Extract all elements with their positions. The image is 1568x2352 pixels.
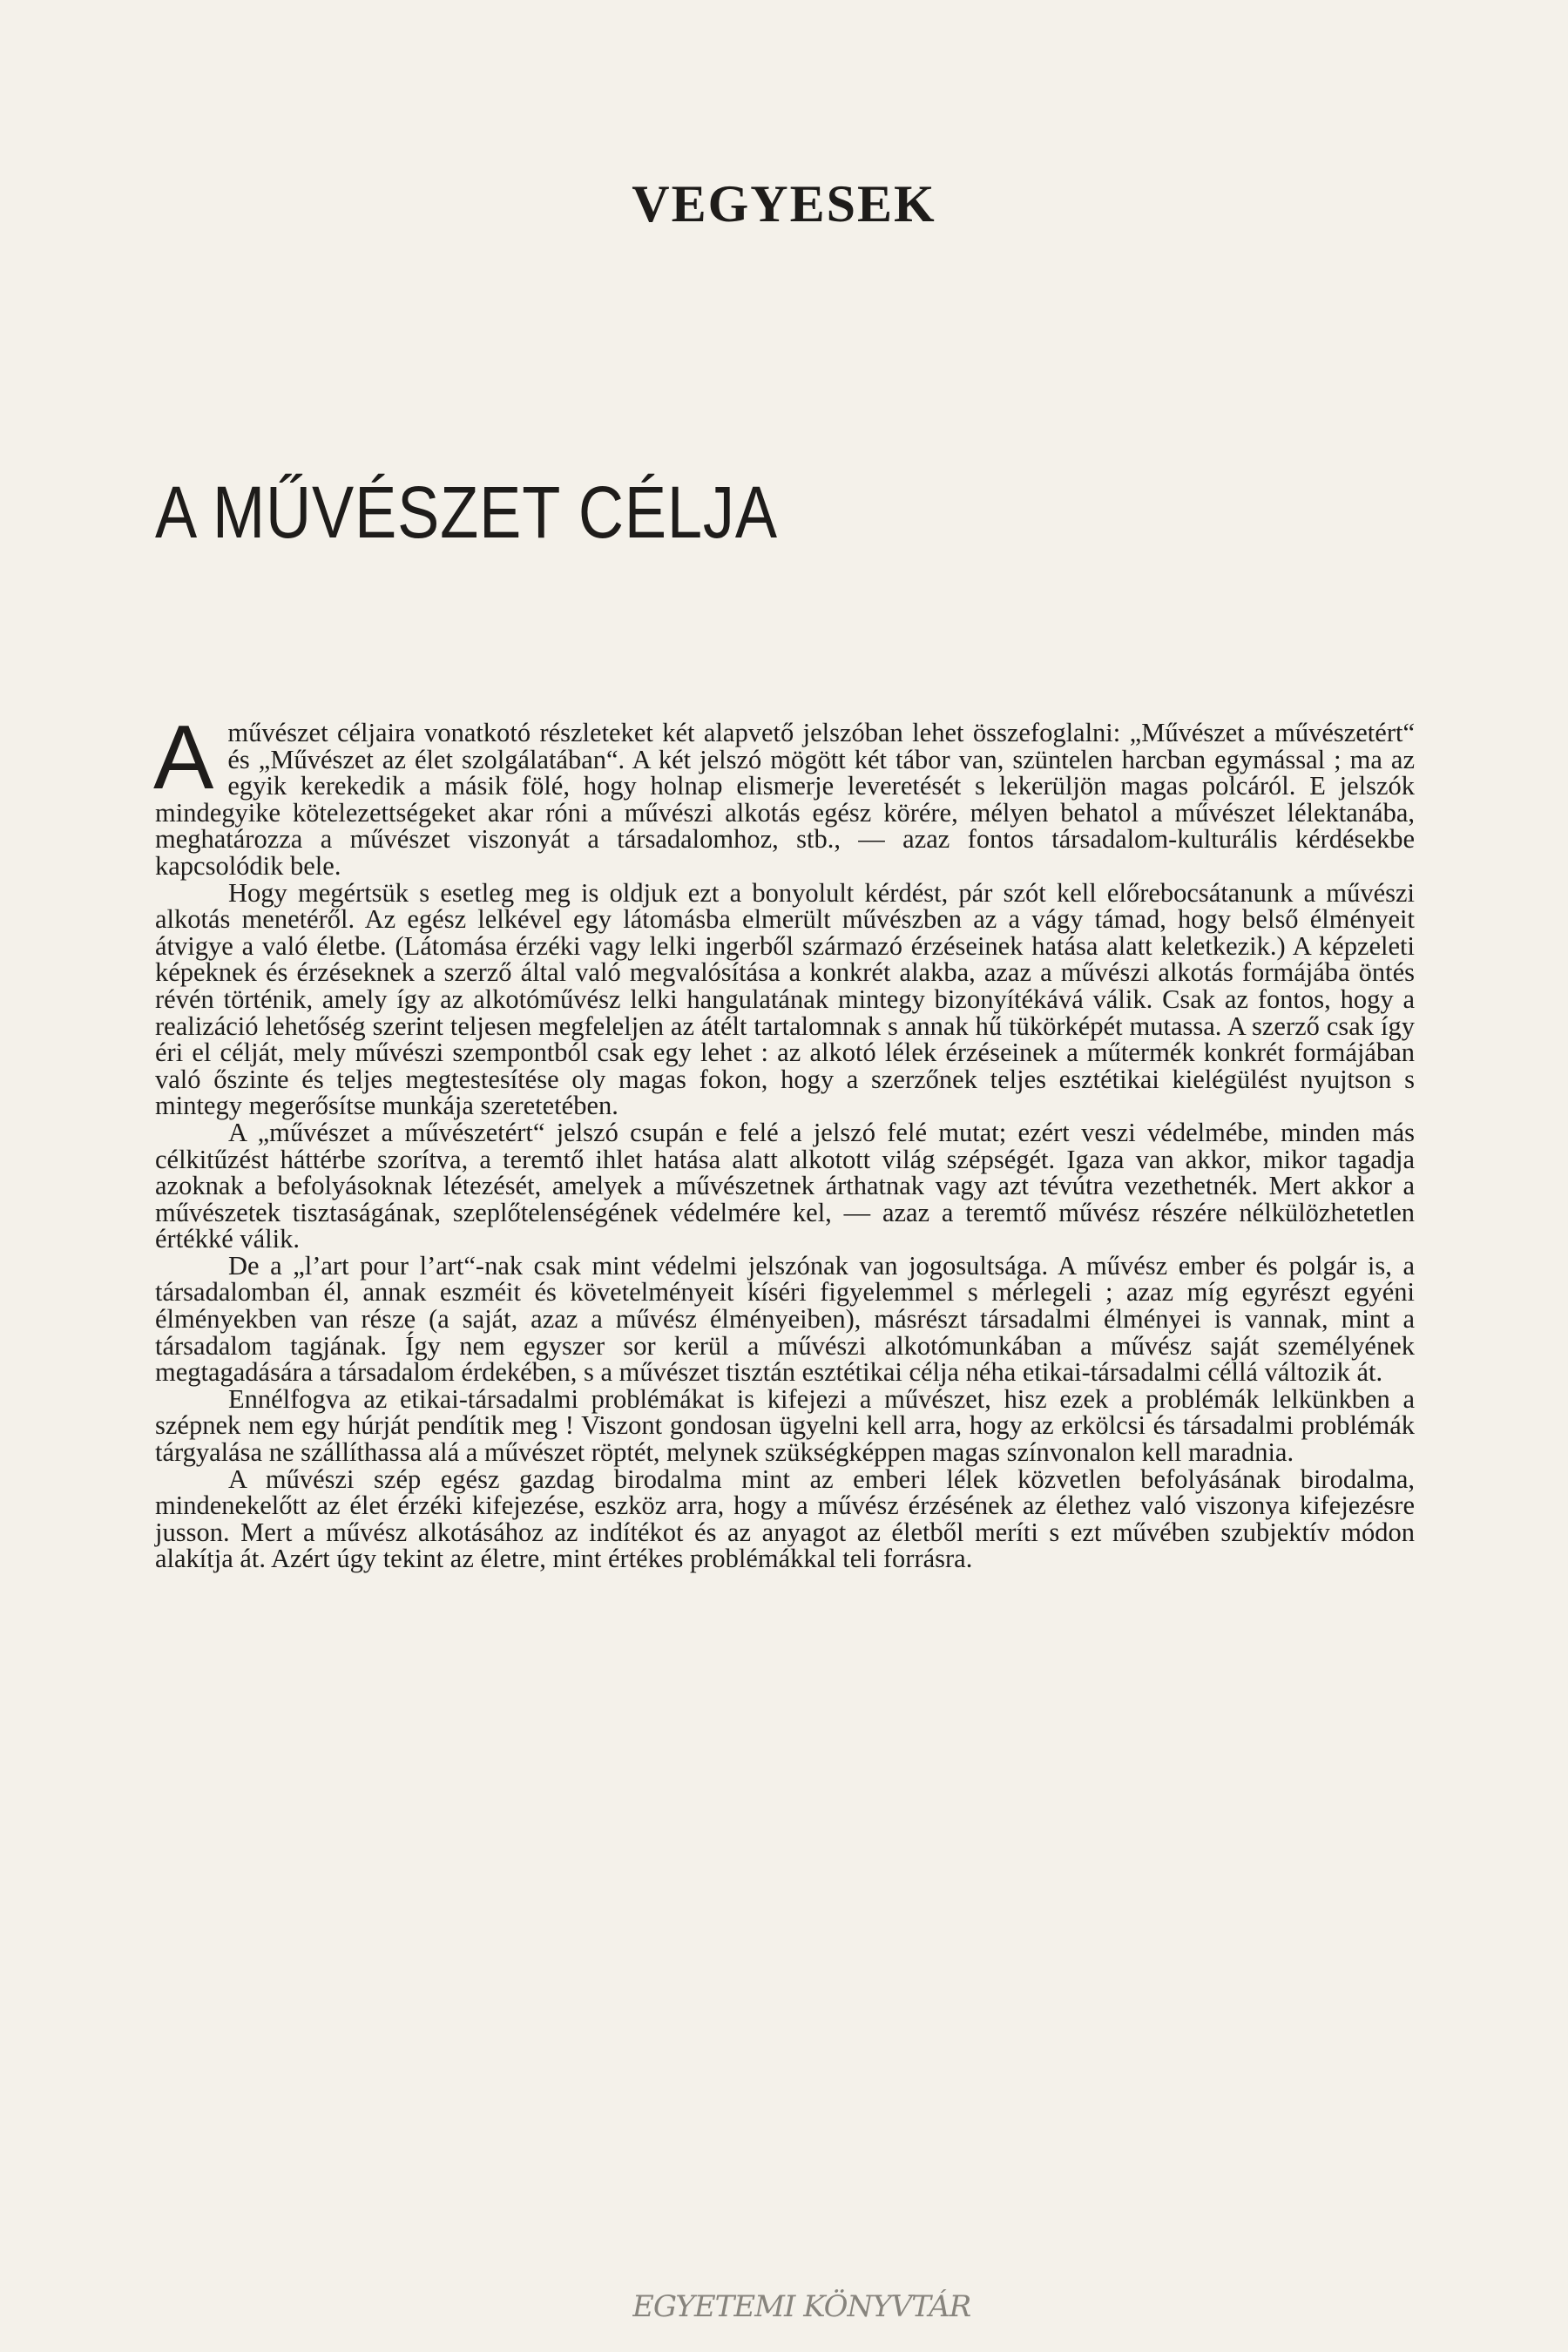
- section-title: VEGYESEK: [632, 175, 936, 233]
- paragraph-2: Hogy megértsük s esetleg meg is oldjuk ezt a bonyolult kérdést, pár szót kell előrebocsátanunk a művészi alkotás menetéről. Az egész lelkével egy látomásba elmerült művészben az a vágy támad, hogy belső élményeit átvigye a való életbe. (Látomása érzéki vagy lelki ingerből származó érzéseinek hatása alatt keletkezik.) A képzeleti képeknek és érzéseknek a szerző által való megvalósítása a konkrét alakba, azaz a művészi alkotás formájába öntés révén történik, amely így az alkotóművész lelki hangulatának mintegy bizonyítékává válik. Csak az fontos, hogy a realizáció lehetőség szerint teljesen megfeleljen az átélt tartalomnak s annak hű tükörképét mutassa. A szerző csak így éri el célját, mely művészi szempontból csak egy lehet : az alkotó lélek érzéseinek a műtermék konkrét formájában való őszinte és teljes megtestesítése oly magas fokon, hogy a szerzőnek teljes esztétikai kielégülést nyujtson s mintegy megerősítse munkája szeretetében.: [155, 877, 1415, 1121]
- paragraph-1: [153, 707, 1415, 881]
- library-stamp: EGYETEMI KÖNYVTÁR: [632, 2289, 971, 2324]
- article-title: A MŰVÉSZET CÉLJA: [155, 471, 778, 553]
- article-body: [153, 707, 1415, 1574]
- paragraph-4: De a „l’art pour l’art“-nak csak mint védelmi jelszónak van jogosultsága. A művész ember és polgár is, a társadalomban él, annak eszméit és követelményeit kíséri figyelemmel s mérlegeli ; azaz míg egyrészt egyéni élményekben van része (a saját, azaz a művész élményeiben), másrészt társadalmi élményei is vannak, mint a társadalom tagjának. Így nem egyszer sor kerül a művészi alkotómunkában a művész saját személyének megtagadására a társadalom érdekében, s a művészet tisztán esztétikai célja néha etikai-társadalmi céllá változik át.: [155, 1250, 1415, 1388]
- paragraph-text: művészet céljaira vonatkotó részleteket két alapvető jelszóban lehet összefoglalni: „Művészet a művészetért“ és „Művészet az élet szolgálatában“. A két jelszó mögött két tábor van, szüntelen harcban egymással ; ma az egyik kerekedik a másik fölé, hogy holnap elismerje leveretését s lekerüljön magas polcáról. E jelszók mindegyike kötelezettségeket akar róni a művészi alkotás egész körére, mélyen behatol a művészet lélektanába, meghatározza a művészet viszonyát a társadalomhoz, stb., — azaz fontos társadalom-kulturális kérdésekbe kapcsolódik bele.: [155, 718, 1415, 881]
- paragraph-6: A művészi szép egész gazdag birodalma mint az emberi lélek közvetlen befolyásának birodalma, mindenekelőtt az élet érzéki kifejezése, eszköz arra, hogy a művész érzésének az élethez való viszonya kifejezésre jusson. Mert a művész alkotásához az indítékot és az anyagot az életből meríti s ezt művében szubjektív módon alakítja át. Azért úgy tekint az életre, mint értékes problémákkal teli forrásra.: [155, 1463, 1415, 1574]
- paragraph-5: Ennélfogva az etikai-társadalmi problémákat is kifejezi a művészet, hisz ezek a problémák lelkünkben a szépnek nem egy húrját pendítik meg ! Viszont gondosan ügyelni kell arra, hogy az erkölcsi és társadalmi problémák tárgyalása ne szállíthassa alá a művészet röptét, melynek szükségképpen magas színvonalon kell maradnia.: [155, 1383, 1415, 1468]
- drop-cap: A: [153, 707, 214, 808]
- paragraph-3: A „művészet a művészetért“ jelszó csupán e felé a jelszó felé mutat; ezért veszi védelmébe, minden más célkitűzést háttérbe szorítva, a teremtő ihlet hatása alatt alkotott világ szépségét. Igaza van akkor, mikor tagadja azoknak a befolyásoknak létezését, amelyek a művészetnek árthatnak vagy azt tévútra vezethetnék. Mert akkor a művészetek tisztaságának, szeplőtelenségének védelmére kel, — azaz a teremtő művész részére nélkülözhetetlen értékké válik.: [155, 1117, 1415, 1254]
